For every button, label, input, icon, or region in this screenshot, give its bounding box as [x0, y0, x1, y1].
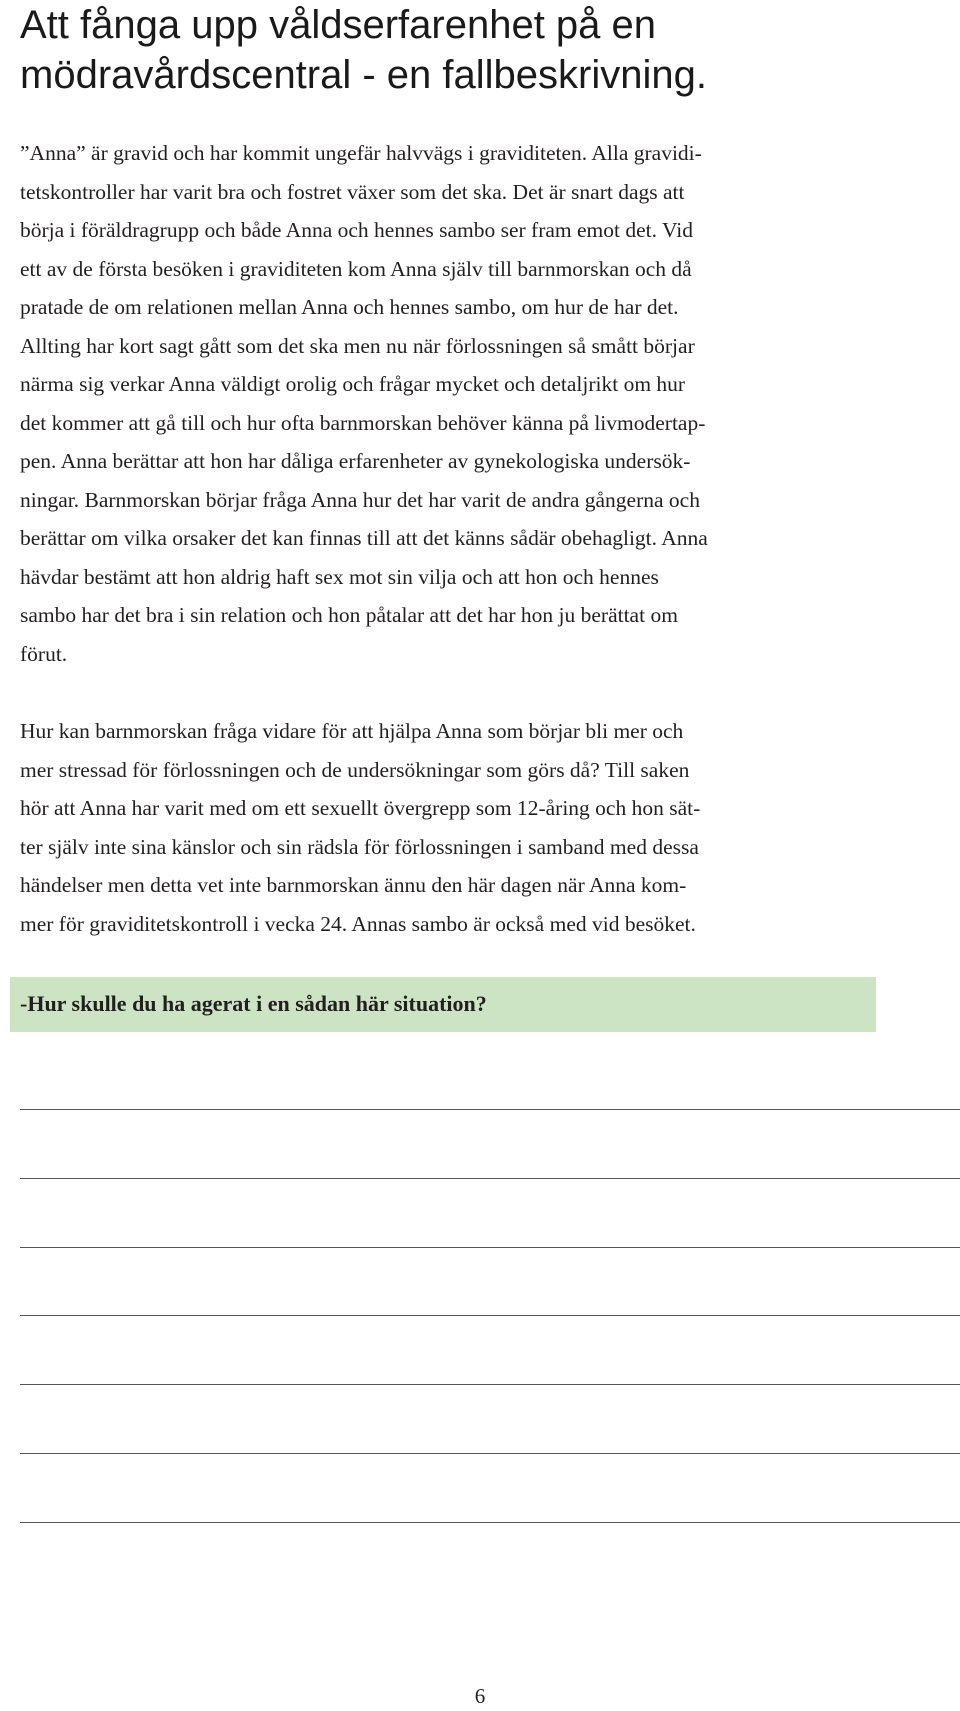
case-description-paragraph: [20, 134, 860, 673]
text-line: Hur kan barnmorskan fråga vidare för att hjälpa Anna som börjar bli mer och: [20, 719, 684, 743]
text-line: pratade de om relationen mellan Anna och hennes sambo, om hur de har det.: [20, 295, 679, 319]
text-line: tetskontroller har varit bra och fostret växer som det ska. Det är snart dags att: [20, 179, 685, 204]
page-number: 6: [474, 1684, 486, 1708]
text-line: berättar om vilka orsaker det kan finnas till att det känns sådär obehagligt. Anna: [20, 526, 708, 550]
follow-up-paragraph: [20, 712, 860, 943]
answer-line[interactable]: [20, 1109, 960, 1110]
text-line: det kommer att gå till och hur ofta barnmorskan behöver känna på livmodertap-: [20, 410, 706, 435]
text-line: sambo har det bra i sin relation och hon påtalar att det har hon ju berättat om: [20, 603, 678, 627]
answer-line[interactable]: [20, 1178, 960, 1179]
answer-line[interactable]: [20, 1522, 960, 1523]
title-line: mödravårdscentral - en fallbeskrivning.: [20, 53, 707, 97]
text-line: ett av de första besöken i graviditeten kom Anna själv till barnmorskan och då: [20, 256, 692, 281]
answer-line[interactable]: [20, 1315, 960, 1316]
text-line: mer för graviditetskontroll i vecka 24. Annas sambo är också med vid besöket.: [20, 911, 696, 936]
text-line: börja i föräldragrupp och både Anna och hennes sambo ser fram emot det. Vid: [20, 218, 693, 242]
text-line: ningar. Barnmorskan börjar fråga Anna hur det har varit de andra gångerna och: [20, 487, 700, 512]
answer-line[interactable]: [20, 1247, 960, 1248]
text-line: pen. Anna berättar att hon har dåliga erfarenheter av gynekologiska undersök-: [20, 449, 691, 473]
title-line: Att fånga upp våldserfarenhet på en: [20, 3, 657, 47]
text-line: mer stressad för förlossningen och de undersökningar som görs då? Till saken: [20, 757, 690, 782]
text-line: närma sig verkar Anna väldigt orolig och frågar mycket och detaljrikt om hur: [20, 372, 686, 396]
answer-line[interactable]: [20, 1453, 960, 1454]
text-line: ter själv inte sina känslor och sin rädsla för förlossningen i samband med dessa: [20, 834, 699, 859]
text-line: hävdar bestämt att hon aldrig haft sex mot sin vilja och att hon och hennes: [20, 564, 659, 589]
text-line: ”Anna” är gravid och har kommit ungefär halvvägs i graviditeten. Alla gravidi-: [20, 141, 702, 165]
question-box: [10, 977, 876, 1032]
text-line: händelser men detta vet inte barnmorskan ännu den här dagen när Anna kom-: [20, 873, 687, 897]
text-line: hör att Anna har varit med om ett sexuellt övergrepp som 12-åring och hon sät-: [20, 796, 701, 820]
page-title: [20, 0, 920, 100]
text-line: Allting har kort sagt gått som det ska men nu när förlossningen så smått börjar: [20, 333, 695, 358]
question-text: -Hur skulle du ha agerat i en sådan här situation?: [20, 991, 487, 1016]
text-line: förut.: [20, 641, 68, 666]
answer-line[interactable]: [20, 1384, 960, 1385]
